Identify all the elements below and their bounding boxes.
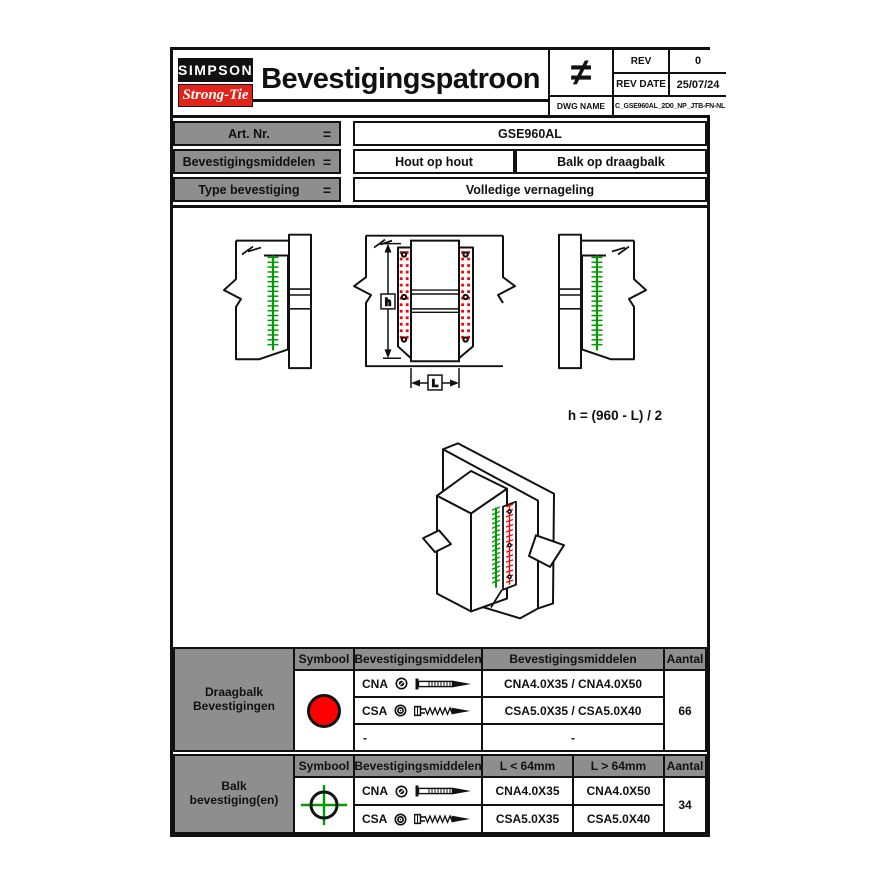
header-l-large: L > 64mm bbox=[574, 756, 663, 776]
empty-value-cell: - bbox=[483, 725, 663, 750]
csa-value-cell: CSA5.0X35 / CSA5.0X40 bbox=[483, 698, 663, 723]
header-bevestigingsmiddelen: Bevestigingsmiddelen bbox=[355, 649, 481, 669]
bevestigingsmiddelen-label-cell bbox=[173, 149, 341, 174]
empty-code-cell: - bbox=[355, 725, 481, 750]
screw-head-icon bbox=[394, 813, 407, 826]
dwg-name-value: C_GSE960AL_2D0_NP_JTB-FN-NL bbox=[614, 97, 726, 115]
draagbalk-aantal-value: 66 bbox=[665, 671, 705, 750]
rev-date-value: 25/07/24 bbox=[670, 74, 726, 95]
table-draagbalk-bevestigingen bbox=[173, 647, 707, 752]
info-row-art-nr bbox=[173, 121, 707, 146]
technical-drawing bbox=[173, 208, 707, 647]
title-block bbox=[173, 50, 726, 118]
bevestigingsmiddelen-value-1: Hout op hout bbox=[353, 149, 515, 174]
equals-sign: = bbox=[322, 125, 331, 142]
header-l-small: L < 64mm bbox=[483, 756, 572, 776]
red-circle-symbol-icon bbox=[307, 694, 341, 728]
nail-head-icon bbox=[395, 677, 408, 690]
header-aantal: Aantal bbox=[665, 756, 705, 776]
balk-symbol-cell bbox=[295, 778, 353, 832]
sheet-frame bbox=[170, 47, 726, 837]
header-symbool: Symbool bbox=[295, 756, 353, 776]
draagbalk-row-label: Draagbalk Bevestigingen bbox=[175, 649, 293, 750]
screw-head-icon bbox=[394, 704, 407, 717]
cna-code-cell: CNA bbox=[355, 778, 481, 804]
type-bevestiging-label-cell bbox=[173, 177, 341, 202]
art-nr-label-cell bbox=[173, 121, 341, 146]
rev-date-label: REV DATE bbox=[614, 74, 668, 95]
balk-row-label: Balk bevestiging(en) bbox=[175, 756, 293, 832]
nail-icon bbox=[415, 677, 473, 691]
draagbalk-symbol-cell bbox=[295, 671, 353, 750]
rev-label: REV bbox=[614, 50, 668, 72]
bevestigingsmiddelen-value-2: Balk op draagbalk bbox=[515, 149, 707, 174]
revision-block bbox=[548, 50, 726, 115]
isometric-view bbox=[423, 443, 564, 618]
page-title: Bevestigingspatroon bbox=[253, 63, 548, 102]
header-bevestigingsmiddelen-2: Bevestigingsmiddelen bbox=[483, 649, 663, 669]
cna-small-value: CNA4.0X35 bbox=[483, 778, 572, 804]
csa-code-cell: CSA bbox=[355, 806, 481, 832]
csa-small-value: CSA5.0X35 bbox=[483, 806, 572, 832]
table-balk-bevestigingen bbox=[173, 754, 707, 834]
type-bevestiging-label: Type bevestiging bbox=[198, 182, 300, 197]
nail-head-icon bbox=[395, 785, 408, 798]
equals-sign: = bbox=[322, 181, 331, 198]
equals-sign: = bbox=[322, 153, 331, 170]
cna-value-cell: CNA4.0X35 / CNA4.0X50 bbox=[483, 671, 663, 696]
height-formula: h = (960 - L) / 2 bbox=[567, 408, 663, 423]
balk-aantal-value: 34 bbox=[665, 778, 705, 832]
green-fasteners-left bbox=[268, 255, 279, 350]
header-symbool: Symbool bbox=[295, 649, 353, 669]
bevestigingsmiddelen-label: Bevestigingsmiddelen bbox=[182, 154, 316, 169]
dim-l-label: L bbox=[431, 378, 439, 390]
art-nr-value: GSE960AL bbox=[353, 121, 707, 146]
cna-large-value: CNA4.0X50 bbox=[574, 778, 663, 804]
rev-value: 0 bbox=[670, 50, 726, 72]
green-fasteners-right bbox=[592, 255, 603, 350]
info-row-type-bevestiging bbox=[173, 177, 707, 202]
logo-strongtie: Strong-Tie bbox=[178, 84, 253, 107]
drawing-area bbox=[173, 205, 707, 647]
screw-icon bbox=[414, 704, 472, 718]
simpson-strongtie-logo bbox=[173, 50, 253, 115]
header-aantal: Aantal bbox=[665, 649, 705, 669]
dimension-l bbox=[411, 368, 459, 390]
not-equal-icon: ≠ bbox=[550, 50, 612, 95]
cna-code-cell: CNA bbox=[355, 671, 481, 696]
dim-h-label: h bbox=[384, 297, 392, 309]
nail-icon bbox=[415, 784, 473, 798]
csa-code-cell: CSA bbox=[355, 698, 481, 723]
logo-simpson: SIMPSON bbox=[178, 58, 253, 82]
info-row-bevestigingsmiddelen bbox=[173, 149, 707, 174]
green-crosshair-symbol-icon bbox=[300, 783, 348, 827]
header-bevestigingsmiddelen: Bevestigingsmiddelen bbox=[355, 756, 481, 776]
title-area bbox=[253, 50, 548, 115]
type-bevestiging-value: Volledige vernageling bbox=[353, 177, 707, 202]
screw-icon bbox=[414, 812, 472, 826]
csa-large-value: CSA5.0X40 bbox=[574, 806, 663, 832]
art-nr-label: Art. Nr. bbox=[228, 126, 270, 141]
dwg-name-label: DWG NAME bbox=[550, 97, 612, 115]
